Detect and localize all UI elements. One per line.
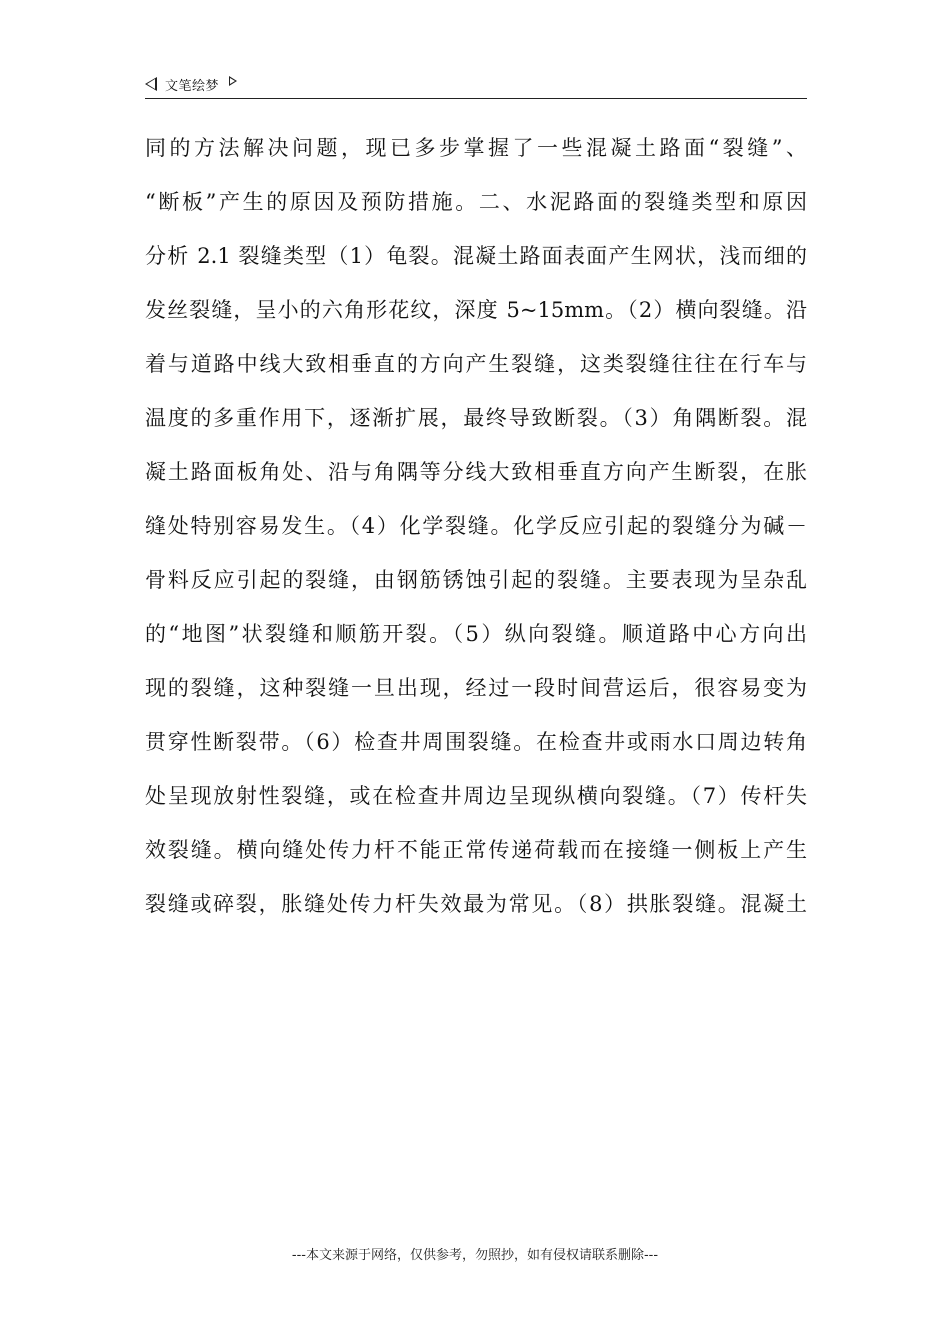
text-line: 处呈现放射性裂缝，或在检查井周边呈现纵横向裂缝。（7）传杆失: [145, 784, 807, 808]
text-line: 现的裂缝，这种裂缝一旦出现，经过一段时间营运后，很容易变为: [145, 676, 807, 700]
text-line: 裂缝或碎裂，胀缝处传力杆失效最为常见。（8）拱胀裂缝。混凝土: [145, 892, 807, 916]
text-line: 同的方法解决问题，现已多步掌握了一些混凝土路面“裂缝”、: [145, 136, 807, 160]
text-line: 的“地图”状裂缝和顺筋开裂。（5）纵向裂缝。顺道路中心方向出: [145, 622, 807, 646]
triangle-right-icon: [229, 76, 237, 86]
text-line: 缝处特别容易发生。（4）化学裂缝。化学反应引起的裂缝分为碱－: [145, 514, 807, 538]
text-line: 着与道路中线大致相垂直的方向产生裂缝，这类裂缝往往在行车与: [145, 352, 807, 376]
text-line: 贯穿性断裂带。（6）检查井周围裂缝。在检查井或雨水口周边转角: [145, 730, 807, 754]
body-text: [145, 134, 807, 944]
text-line: 温度的多重作用下，逐渐扩展，最终导致断裂。（3）角隅断裂。混: [145, 406, 807, 430]
text-line: “断板”产生的原因及预防措施。二、水泥路面的裂缝类型和原因: [145, 190, 807, 214]
text-line: 分析 2.1 裂缝类型（1）龟裂。混凝土路面表面产生网状，浅而细的: [145, 244, 807, 268]
triangle-left-icon: [145, 77, 157, 91]
footer-disclaimer: ---本文来源于网络，仅供参考，勿照抄，如有侵权请联系删除---: [291, 1248, 659, 1263]
page-header: [145, 70, 807, 99]
header-title: 文笔绘梦: [165, 78, 220, 94]
text-line: 效裂缝。横向缝处传力杆不能正常传递荷载而在接缝一侧板上产生: [145, 838, 807, 862]
text-line: 发丝裂缝，呈小的六角形花纹，深度 5~15mm。（2）横向裂缝。沿: [145, 298, 807, 322]
text-line: 骨料反应引起的裂缝，由钢筋锈蚀引起的裂缝。主要表现为呈杂乱: [145, 568, 807, 592]
text-line: 凝土路面板角处、沿与角隅等分线大致相垂直方向产生断裂，在胀: [145, 460, 807, 484]
